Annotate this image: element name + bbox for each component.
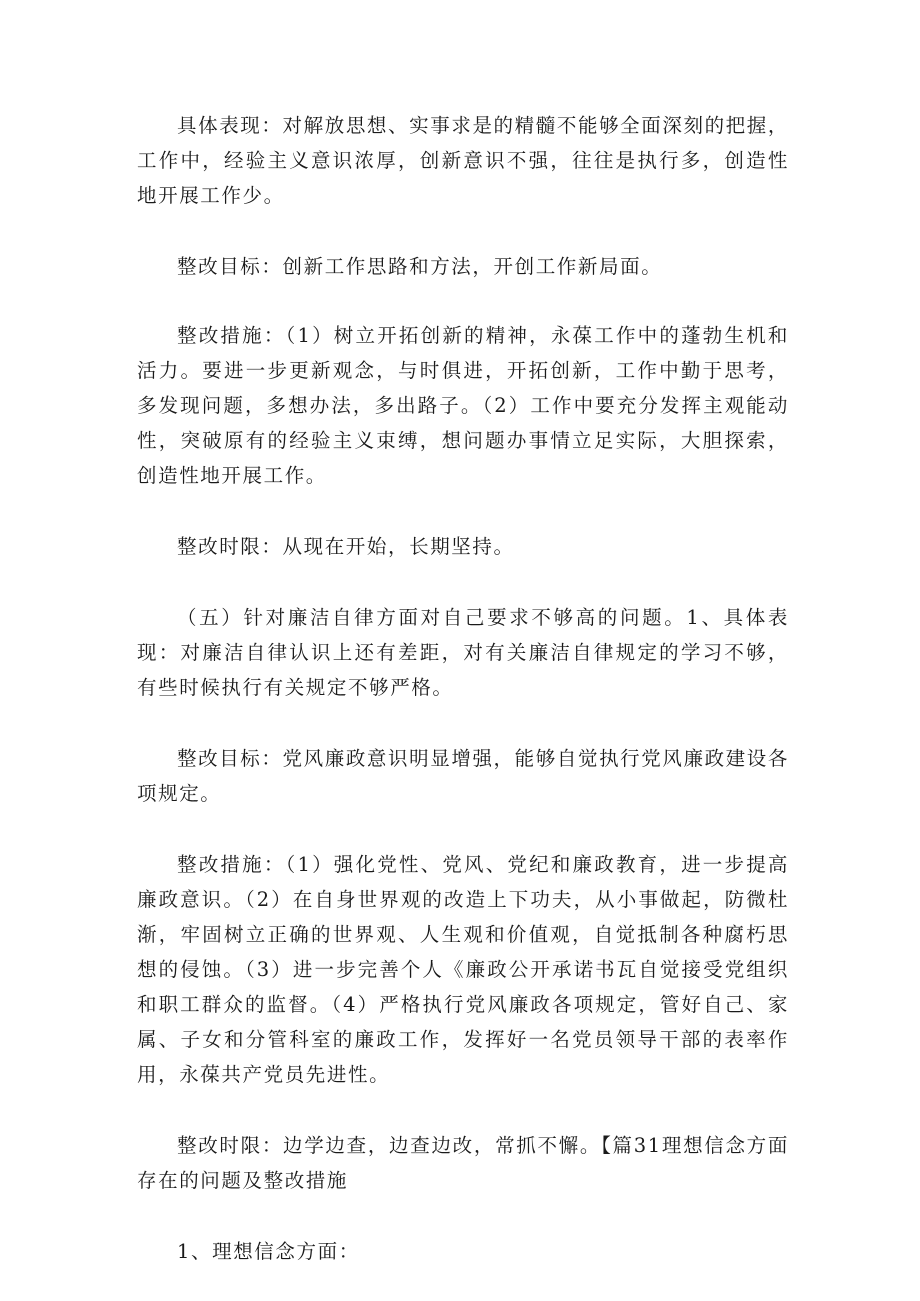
paragraph-integrity-goal: 整改目标：党风廉政意识明显增强，能够自觉执行党风廉政建设各项规定。 xyxy=(137,747,789,805)
paragraph-integrity-deadline: 整改时限：边学边查，边查边改，常抓不懈。【篇31理想信念方面存在的问题及整改措施 xyxy=(137,1134,789,1192)
paragraph-specific-performance: 具体表现：对解放思想、实事求是的精髓不能够全面深刻的把握，工作中，经验主义意识浓厚，创新意识不强，往往是执行多，创造性地开展工作少。 xyxy=(137,114,789,207)
paragraph-rectification-measures: 整改措施：（1）树立开拓创新的精神，永葆工作中的蓬勃生机和活力。要进一步更新观念，与时俱进，开拓创新，工作中勤于思考，多发现问题，多想办法，多出路子。（2）工作中要充分发挥主观能动性，突破原有的经验主义束缚，想问题办事情立足实际，大胆探索，创造性地开展工作。 xyxy=(137,324,789,487)
paragraph-rectification-deadline: 整改时限：从现在开始，长期坚持。 xyxy=(177,535,515,558)
paragraph-integrity-measures: 整改措施：（1）强化党性、党风、党纪和廉政教育，进一步提高廉政意识。（2）在自身世界观的改造上下功夫，从小事做起，防微杜渐，牢固树立正确的世界观、人生观和价值观，自觉抵制各种腐朽思想的侵蚀。（3）进一步完善个人《廉政公开承诺书瓦自觉接受党组织和职工群众的监督。（4）严格执行党风廉政各项规定，管好自己、家属、子女和分管科室的廉政工作，发挥好一名党员领导干部的表率作用，永葆共产党员先进性。 xyxy=(137,853,789,1086)
document-body xyxy=(137,108,789,1269)
paragraph-integrity-issue: （五）针对廉洁自律方面对自己要求不够高的问题。1、具体表现：对廉洁自律认识上还有差距，对有关廉洁自律规定的学习不够，有些时候执行有关规定不够严格。 xyxy=(137,606,789,699)
paragraph-rectification-goal: 整改目标：创新工作思路和方法，开创工作新局面。 xyxy=(177,255,663,278)
paragraph-ideals-heading: 1、理想信念方面： xyxy=(177,1240,360,1263)
